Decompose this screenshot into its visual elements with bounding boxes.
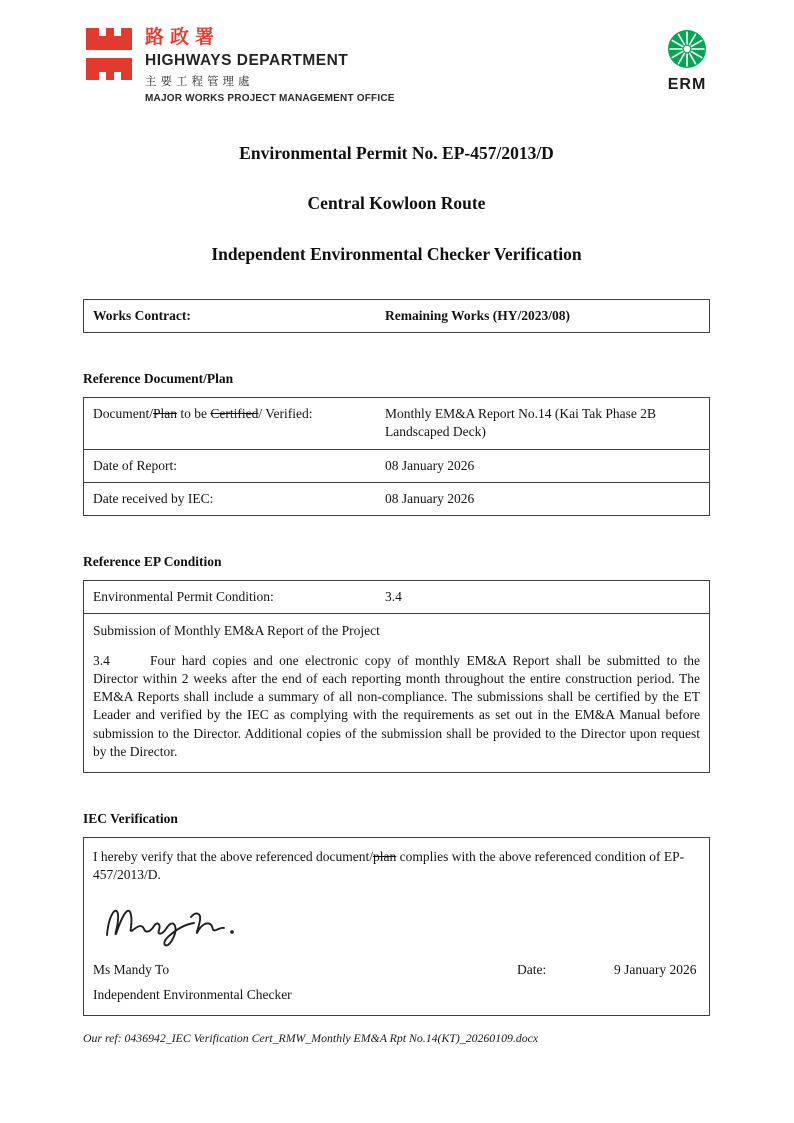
date-received-row bbox=[84, 483, 709, 515]
label-segment: / Verified: bbox=[258, 406, 313, 422]
signatory-row bbox=[93, 961, 700, 979]
date-of-report-label: Date of Report: bbox=[93, 457, 177, 473]
dept-name-english: HIGHWAYS DEPARTMENT bbox=[145, 51, 349, 69]
signature-icon bbox=[99, 897, 249, 949]
reference-document-heading: Reference Document/Plan bbox=[83, 370, 234, 386]
erm-logo-icon bbox=[664, 26, 710, 72]
date-of-report-value: 08 January 2026 bbox=[385, 457, 475, 473]
reference-ep-heading: Reference EP Condition bbox=[83, 554, 222, 570]
clause-number: 3.4 bbox=[93, 652, 110, 668]
office-name-english: MAJOR WORKS PROJECT MANAGEMENT OFFICE bbox=[145, 93, 395, 105]
ep-condition-row bbox=[84, 581, 709, 614]
strikethrough-plan: Plan bbox=[153, 406, 178, 422]
reference-ep-box bbox=[83, 580, 710, 773]
our-ref-line: Our ref: 0436942_IEC Verification Cert_RMW_Monthly EM&A Rpt No.14(KT)_20260109.docx bbox=[83, 1031, 539, 1046]
erm-brand bbox=[664, 26, 710, 96]
clause-text: Four hard copies and one electronic copy of monthly EM&A Report shall be submitted to the Director within 2 weeks after the end of each reporting month throughout the entire construction period. The EM&A Reports shall include a summary of all non-compliance. The submissions shall be certified by the ET Leader and verified by the IEC as complying with the requirements as set out in the EM&A Manual before submission to the Director. Additional copies of the submission shall be provided to the Director upon request by the Director. bbox=[93, 652, 700, 759]
date-of-report-row bbox=[84, 450, 709, 483]
title-block bbox=[83, 142, 710, 267]
iec-verification-heading: IEC Verification bbox=[83, 810, 178, 826]
date-label: Date: bbox=[517, 961, 547, 977]
ep-condition-label: Environmental Permit Condition: bbox=[93, 589, 274, 605]
ep-condition-body bbox=[84, 614, 709, 772]
works-contract-box bbox=[83, 299, 710, 333]
reference-document-table bbox=[83, 397, 710, 516]
strikethrough-certified: Certified bbox=[210, 406, 259, 422]
date-received-label: Date received by IEC: bbox=[93, 490, 214, 506]
iec-statement bbox=[93, 848, 700, 884]
ep-condition-clause bbox=[93, 652, 700, 761]
highways-department-brand bbox=[83, 26, 395, 106]
label-segment: to be bbox=[177, 406, 211, 422]
label-segment: Document/ bbox=[93, 406, 153, 422]
document-type-title: Independent Environmental Checker Verification bbox=[211, 244, 582, 265]
date-received-value: 08 January 2026 bbox=[385, 490, 475, 506]
statement-segment: complies with the above referenced condition of EP-457/2013/D. bbox=[93, 849, 685, 883]
signatory-name: Ms Mandy To bbox=[93, 961, 170, 977]
document-verified-row bbox=[84, 398, 709, 449]
works-contract-label: Works Contract: bbox=[93, 307, 191, 323]
dept-name-chinese: 路政署 bbox=[145, 27, 221, 48]
office-name-chinese: 主要工程管理處 bbox=[145, 75, 254, 88]
project-title: Central Kowloon Route bbox=[307, 193, 486, 214]
strikethrough-plan: plan bbox=[373, 849, 397, 865]
document-header bbox=[83, 26, 710, 106]
document-verified-value: Monthly EM&A Report No.14 (Kai Tak Phase 2B Landscaped Deck) bbox=[385, 406, 657, 440]
works-contract-row bbox=[84, 300, 709, 332]
statement-segment: I hereby verify that the above referenced document/ bbox=[93, 849, 373, 865]
document-verified-label bbox=[84, 398, 376, 448]
iec-verification-box bbox=[83, 837, 710, 1016]
ep-condition-subheading: Submission of Monthly EM&A Report of the Project bbox=[93, 623, 380, 639]
permit-number-title: Environmental Permit No. EP-457/2013/D bbox=[239, 142, 554, 163]
highways-department-text bbox=[145, 26, 395, 106]
date-value: 9 January 2026 bbox=[614, 961, 697, 977]
signatory-title: Independent Environmental Checker bbox=[93, 986, 292, 1002]
erm-label: ERM bbox=[667, 76, 707, 93]
works-contract-value: Remaining Works (HY/2023/08) bbox=[385, 307, 571, 323]
ep-condition-value: 3.4 bbox=[385, 589, 402, 605]
signature bbox=[99, 897, 700, 949]
highways-department-logo-icon bbox=[83, 26, 135, 84]
